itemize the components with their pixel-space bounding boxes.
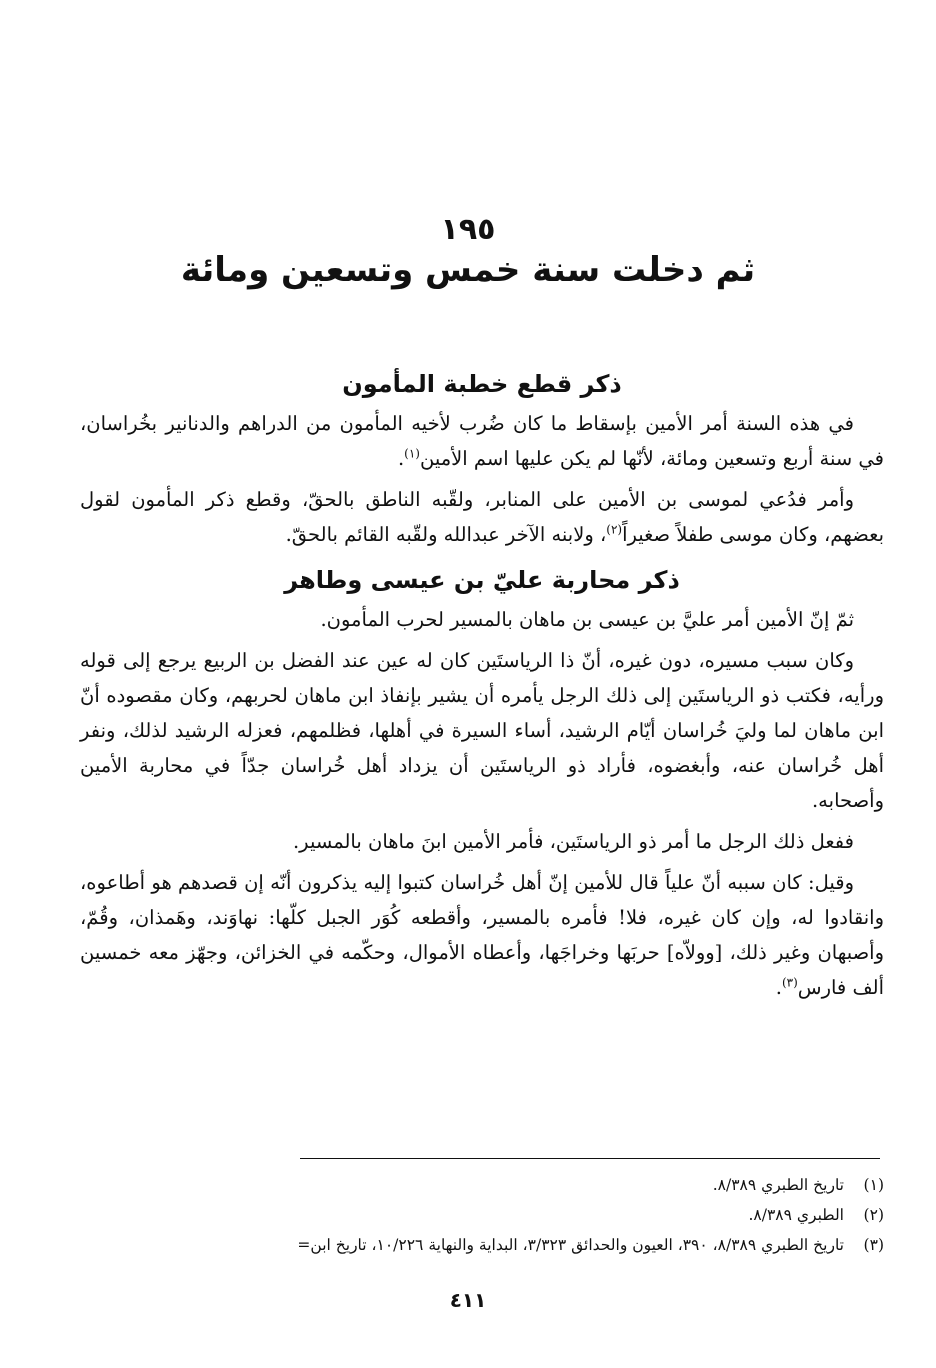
footnote bbox=[80, 1170, 884, 1200]
paragraph bbox=[80, 643, 884, 818]
footnote-text: تاريخ الطبري ٨/٣٨٩، ٣٩٠، العيون والحدائق ٣/٣٢٣، البداية والنهاية ١٠/٢٢٦، تاريخ ابن= bbox=[297, 1236, 844, 1254]
footnote-number: (٣) bbox=[863, 1236, 884, 1254]
footnote-text: الطبري ٨/٣٨٩. bbox=[748, 1206, 844, 1224]
paragraph bbox=[80, 602, 884, 637]
paragraph bbox=[80, 406, 884, 476]
section-title: ذكر قطع خطبة المأمون bbox=[342, 370, 622, 398]
footnote bbox=[80, 1230, 884, 1260]
paragraph-tail: . bbox=[397, 447, 405, 470]
paragraph-tail: ، ولابنه الآخر عبدالله ولقّبه القائم بالحقّ. bbox=[285, 523, 607, 546]
paragraph-text: وأمر فدُعي لموسى بن الأمين على المنابر، ولقّبه الناطق بالحقّ، وقطع ذكر المأمون لقول بعضهم، وكان موسى طفلاً صغيراً bbox=[80, 488, 884, 546]
page-number: ٤١١ bbox=[449, 1288, 487, 1312]
paragraph-text: وكان سبب مسيره، دون غيره، أنّ ذا الرياستَين كان له عين عند الفضل بن الربيع يرجع إلى قوله ورأيه، فكتب ذو الرياستَين إلى ذلك الرجل يأمره أن يشير بإنفاذ ابن ماهان لحربهم، وكان مقصوده أنّ ابن ماهان لما وليَ خُراسان أيّام الرشيد، أساء السيرة في أهلها، فظلمهم، فعزله الرشيد لذلك، ونفر أهل خُراسان عنه، وأبغضوه، فأراد ذو الرياستَين أن يزداد أهل خُراسان جدّاً في محاربة الأمين وأصحابه. bbox=[80, 649, 884, 812]
year-title: ثم دخلت سنة خمس وتسعين ومائة bbox=[180, 250, 756, 290]
paragraph-text: ففعل ذلك الرجل ما أمر ذو الرياستَين، فأمر الأمين ابنَ ماهان بالمسير. bbox=[292, 830, 854, 853]
footnote-ref: (٣) bbox=[781, 975, 798, 990]
footnotes bbox=[80, 1170, 884, 1260]
year-number: ١٩٥ bbox=[440, 212, 496, 247]
footnote-divider bbox=[300, 1158, 880, 1159]
paragraph bbox=[80, 865, 884, 1005]
main-text bbox=[80, 362, 884, 1011]
paragraph-text: وقيل: كان سببه أنّ علياً قال للأمين إنّ أهل خُراسان كتبوا إليه يذكرون أنّه إن قصدهم هو أطاعوه، وانقادوا له، وإن كان غيره، فلا! فأمره بالمسير، وأقطعه كُوَر الجبل كلّها: نهاوَند، وهَمذان، وقُمّ، وأصبهان وغير ذلك، [وولاّه] حربَها وخراجَها، وأعطاه الأموال، وحكّمه في الخزائن، وجهّز معه خمسين ألف فارس bbox=[80, 871, 884, 999]
footnote-ref: (١) bbox=[404, 446, 420, 461]
paragraph-text: في هذه السنة أمر الأمين بإسقاط ما كان ضُرب لأخيه المأمون من الدراهم والدنانير بخُراسان، في سنة أربع وتسعين ومائة، لأنّها لم يكن عليها اسم الأمين bbox=[80, 412, 884, 470]
paragraph-text: ثمّ إنّ الأمين أمر عليَّ بن عيسى بن ماهان بالمسير لحرب المأمون. bbox=[320, 608, 854, 631]
paragraph-tail: . bbox=[775, 976, 782, 999]
footnote-text: تاريخ الطبري ٨/٣٨٩. bbox=[712, 1176, 844, 1194]
footnote-ref: (٢) bbox=[606, 522, 623, 537]
section-title: ذكر محاربة عليّ بن عيسى وطاهر bbox=[284, 566, 680, 594]
paragraph bbox=[80, 482, 884, 552]
footnote-number: (٢) bbox=[863, 1206, 884, 1224]
footnote-number: (١) bbox=[863, 1176, 884, 1194]
footnote bbox=[80, 1200, 884, 1230]
paragraph bbox=[80, 824, 884, 859]
